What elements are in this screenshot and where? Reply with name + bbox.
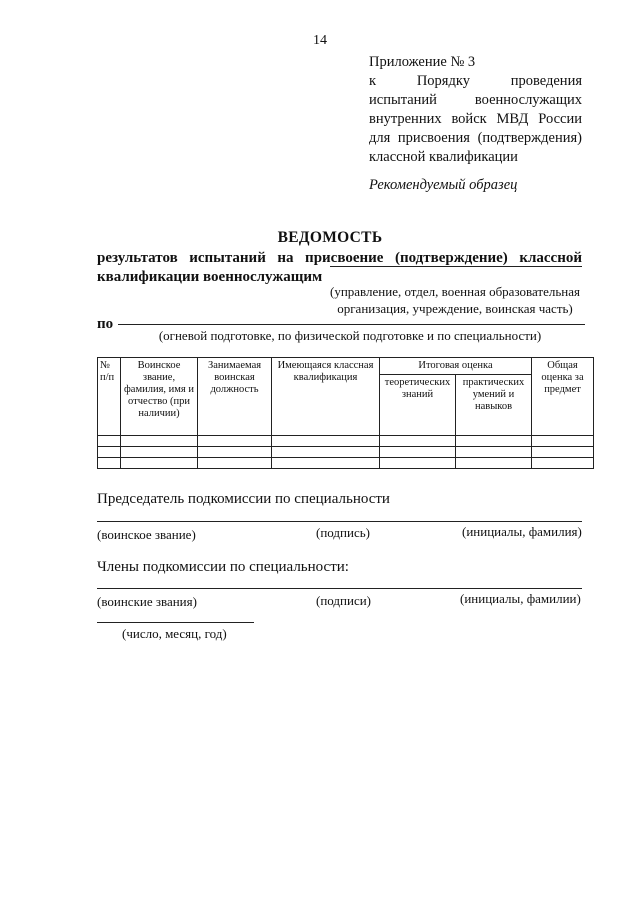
- members-rank-caption: (воинские звания): [97, 594, 197, 609]
- appendix-block: [369, 53, 582, 167]
- header-cell-theory: теоретических знаний: [380, 375, 456, 436]
- table-cell[interactable]: [98, 436, 121, 447]
- header-cell-rank-name: Воинское звание, фамилия, имя и отчество (при наличии): [121, 358, 198, 436]
- members-heading: Члены подкомиссии по специальности:: [97, 559, 349, 575]
- chairman-name-caption: (инициалы, фамилия): [462, 524, 582, 539]
- table-row[interactable]: [98, 447, 594, 458]
- table-cell[interactable]: [532, 458, 594, 469]
- table-cell[interactable]: [456, 436, 532, 447]
- date-fill-line[interactable]: [97, 622, 254, 623]
- appendix-line: испытаний военнослужащих: [369, 92, 582, 108]
- table-cell[interactable]: [272, 436, 380, 447]
- table-cell[interactable]: [380, 458, 456, 469]
- document-subtitle: [97, 249, 582, 287]
- table-cell[interactable]: [456, 447, 532, 458]
- date-caption: (число, месяц, год): [122, 626, 227, 641]
- table-row[interactable]: [98, 436, 594, 447]
- subtitle-line: результатов испытаний на присвоение (подтверждение) классной: [97, 250, 582, 266]
- appendix-line: к Порядку проведения: [369, 73, 582, 89]
- table-header-row: [98, 358, 594, 375]
- header-cell-number: № п/п: [98, 358, 121, 436]
- chairman-heading: Председатель подкомиссии по специальности: [97, 491, 390, 507]
- subject-caption: (огневой подготовке, по физической подготовке и по специальности): [158, 328, 542, 343]
- table-cell[interactable]: [98, 458, 121, 469]
- table-cell[interactable]: [380, 447, 456, 458]
- header-cell-total-grade: Общая оценка за предмет: [532, 358, 594, 436]
- table-cell[interactable]: [532, 447, 594, 458]
- page-number: 14: [313, 33, 327, 48]
- table-row[interactable]: [98, 458, 594, 469]
- members-name-caption: (инициалы, фамилии): [460, 591, 581, 606]
- recommended-sample-label: Рекомендуемый образец: [369, 177, 518, 193]
- table-cell[interactable]: [98, 447, 121, 458]
- chairman-signature-line[interactable]: [97, 521, 582, 522]
- members-signature-line[interactable]: [97, 588, 582, 589]
- appendix-line: для присвоения (подтверждения): [369, 130, 582, 146]
- chairman-rank-caption: (воинское звание): [97, 527, 196, 542]
- table-cell[interactable]: [198, 458, 272, 469]
- subtitle-line: квалификации военнослужащим: [97, 269, 323, 285]
- table-cell[interactable]: [272, 458, 380, 469]
- table-cell[interactable]: [532, 436, 594, 447]
- caption-line: организация, учреждение, воинская часть): [337, 301, 573, 316]
- header-cell-practice: практических умений и навыков: [456, 375, 532, 436]
- table-cell[interactable]: [198, 447, 272, 458]
- subject-label: по: [97, 316, 114, 332]
- appendix-line: Приложение № 3: [369, 54, 476, 70]
- table-cell[interactable]: [121, 447, 198, 458]
- subject-fill-line[interactable]: [118, 324, 585, 325]
- header-cell-position: Занимаемая воинская должность: [198, 358, 272, 436]
- table-cell[interactable]: [121, 436, 198, 447]
- header-cell-qualification: Имеющаяся классная квалификация: [272, 358, 380, 436]
- appendix-line: классной квалификации: [369, 149, 518, 165]
- table-cell[interactable]: [272, 447, 380, 458]
- document-title: ВЕДОМОСТЬ: [277, 229, 383, 246]
- appendix-line: внутренних войск МВД России: [369, 111, 582, 127]
- organization-fill-line[interactable]: [330, 266, 582, 267]
- table-cell[interactable]: [121, 458, 198, 469]
- caption-line: (управление, отдел, военная образовательная: [330, 284, 580, 299]
- table-cell[interactable]: [198, 436, 272, 447]
- header-cell-final-grade: Итоговая оценка: [380, 358, 532, 375]
- table-cell[interactable]: [456, 458, 532, 469]
- chairman-signature-caption: (подпись): [316, 525, 370, 540]
- results-table: [97, 357, 594, 469]
- organization-caption: [325, 283, 585, 317]
- table-cell[interactable]: [380, 436, 456, 447]
- members-signature-caption: (подписи): [316, 593, 371, 608]
